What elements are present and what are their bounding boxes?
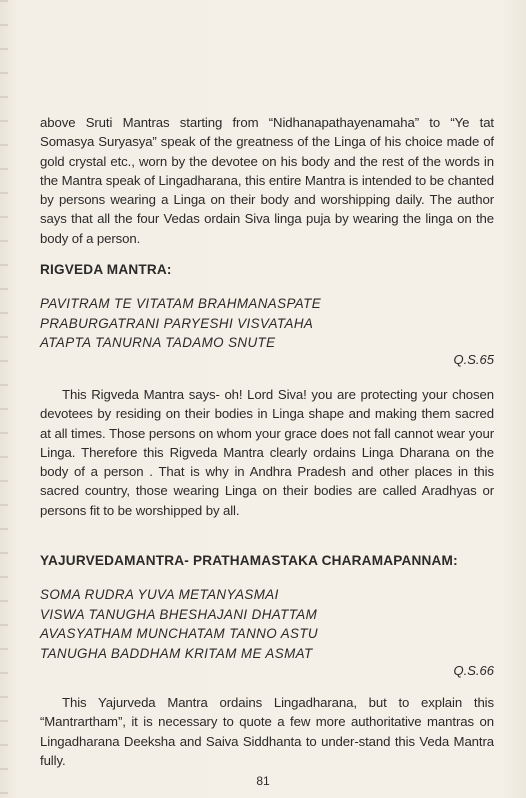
mantra-line: ATAPTA TANURNA TADAMO SNUTE [40,335,276,350]
binding-edge [0,0,8,798]
yajurveda-heading: YAJURVEDAMANTRA- PRATHAMASTAKA CHARAMAPANNAM: [40,553,458,568]
yajurveda-mantra [40,585,494,663]
mantra-line: TANUGHA BADDHAM KRITAM ME ASMAT [40,645,313,661]
mantra-line: SOMA RUDRA YUVA METANYASMAI [40,587,279,602]
mantra-line: PAVITRAM TE VITATAM BRAHMANASPATE [40,296,322,311]
yajurveda-reference: Q.S.66 [453,663,494,678]
mantra-line: VISWA TANUGHA BHESHAJANI DHATTAM [40,606,318,622]
rigveda-reference: Q.S.65 [453,352,494,367]
yajurveda-explanation: This Yajurveda Mantra ordains Lingadharana, but to explain this “Mantrartham”, it is necessary to quote a few more authoritative mantras on Lingadharana Deeksha and Saiva Siddhanta to under-stand this Veda Mantra fully. [40,695,494,768]
rigveda-mantra [40,294,494,353]
rigveda-heading: RIGVEDA MANTRA: [40,262,172,277]
paragraph-intro: above Sruti Mantras starting from “Nidhanapathayenamaha” to “Ye tat Somasya Suryasya” speak of the greatness of the Linga of his choice made of gold crystal etc., worn by the devotee on his body and the rest of the words in the Mantra speak of Lingadharana, this entire Mantra is intended to be chanted by persons wearing a Linga on their body and worshipping daily. The author says that all the four Vedas ordain Siva linga puja by wearing the linga on the body of a person. [40,115,494,246]
mantra-line: PRABURGATRANI PARYESHI VISVATAHA [40,315,314,331]
page-number: 81 [256,774,270,788]
rigveda-explanation: This Rigveda Mantra says- oh! Lord Siva! you are protecting your chosen devotees by residing on their bodies in Linga shape and making them sacred at all times. Those persons on whom your grace does not fall cannot wear your Linga. Therefore this Rigveda Mantra clearly ordains Linga Dharana on the body of a person . That is why in Andhra Pradesh and other places in this sacred country, those wearing Linga on their bodies are called Aradhyas or persons fit to be worshipped by all. [40,387,494,518]
mantra-line: AVASYATHAM MUNCHATAM TANNO ASTU [40,626,319,641]
